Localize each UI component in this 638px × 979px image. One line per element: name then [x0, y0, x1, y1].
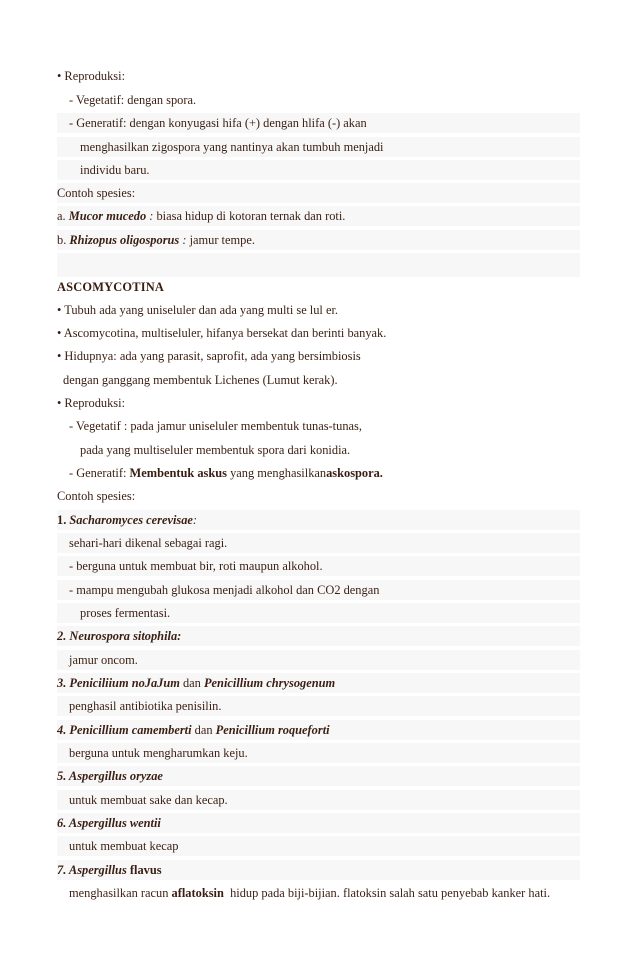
species-2-name: 2. Neurospora sitophila: — [57, 626, 580, 646]
species-a-name: Mucor mucedo — [68, 209, 147, 223]
species-a-line — [57, 206, 580, 226]
section-heading: ASCOMYCOTINA — [57, 280, 165, 294]
species-7-desc — [57, 883, 580, 903]
species-7-name: 7. Aspergillus — [57, 863, 127, 877]
species-3-name-2: Penicillium chrysogenum — [203, 676, 336, 690]
generatif2-bold-askospora: askospora. — [326, 466, 383, 480]
species-b-desc: jamur tempe. — [189, 233, 255, 247]
species-a-colon: : — [146, 209, 157, 223]
generatif2-pre: - Generatif: — [69, 466, 130, 480]
reproduksi-bullet: • Reproduksi: — [57, 69, 126, 83]
species-5-name: 5. Aspergillus oryzae — [57, 766, 580, 786]
species-3-name-1: 3. Peniciliium noJaJum — [57, 676, 180, 690]
species-4-name-1: 4. Penicillium camemberti — [57, 723, 192, 737]
species-3-desc: penghasil antibiotika penisilin. — [57, 696, 580, 716]
species-1-num: 1. — [57, 513, 70, 527]
species-7-line — [57, 860, 580, 880]
species-6-name: 6. Aspergillus wentii — [57, 813, 580, 833]
species-1-desc-4: proses fermentasi. — [57, 603, 580, 623]
species-7-desc-rest: hidup pada biji-bijian. flatoksin salah satu penyebab kanker hati. — [223, 886, 551, 900]
species-6-desc: untuk membuat kecap — [57, 836, 580, 856]
generatif2-line — [57, 463, 580, 483]
species-1-colon: : — [192, 513, 198, 527]
species-1-desc-1: sehari-hari dikenal sebagai ragi. — [57, 533, 580, 553]
species-7-desc-bold: aflatoksin — [171, 886, 224, 900]
generatif-line-1: - Generatif: dengan konyugasi hifa (+) dengan hlifa (-) akan — [57, 113, 580, 133]
bullet-ascomycotina: • Ascomycotina, multiseluler, hifanya bersekat dan berinti banyak. — [57, 326, 387, 340]
vegetatif2-line-2: pada yang multiseluler membentuk spora dari konidia. — [80, 443, 351, 457]
species-2-desc: jamur oncom. — [57, 650, 580, 670]
bullet-hidupnya-2: dengan ganggang membentuk Lichenes (Lumut kerak). — [63, 373, 338, 387]
species-1-name: Sacharomyces cerevisae — [69, 513, 193, 527]
species-4-dan: dan — [191, 723, 216, 737]
species-4-desc: berguna untuk mengharumkan keju. — [57, 743, 580, 763]
generatif2-mid: yang menghasilkan — [226, 466, 327, 480]
species-a-prefix: a. — [57, 209, 69, 223]
bullet-tubuh: • Tubuh ada yang uniseluler dan ada yang multi se lul er. — [57, 303, 339, 317]
bullet-hidupnya-1: • Hidupnya: ada yang parasit, saprofit, ada yang bersimbiosis — [57, 349, 361, 363]
generatif-line-3: individu baru. — [57, 160, 580, 180]
vegetatif2-line-1: - Vegetatif : pada jamur uniseluler membentuk tunas-tunas, — [69, 419, 362, 433]
blank-spacer — [57, 253, 580, 277]
contoh-spesies-label-2: Contoh spesies: — [57, 489, 136, 503]
generatif-line-2: menghasilkan zigospora yang nantinya akan tumbuh menjadi — [57, 137, 580, 157]
species-4-line — [57, 720, 580, 740]
species-b-name: Rhizopus oligosporus — [69, 233, 180, 247]
species-b-line — [57, 230, 580, 250]
species-7-flavus: flavus — [126, 863, 162, 877]
generatif2-bold-askus: Membentuk askus — [129, 466, 227, 480]
species-1-desc-2: - berguna untuk membuat bir, roti maupun alkohol. — [57, 556, 580, 576]
species-1-line — [57, 510, 580, 530]
species-3-dan: dan — [179, 676, 204, 690]
species-7-desc-pre: menghasilkan racun — [69, 886, 172, 900]
reproduksi-bullet-2: • Reproduksi: — [57, 396, 126, 410]
species-4-name-2: Penicillium roqueforti — [215, 723, 330, 737]
species-a-desc: biasa hidup di kotoran ternak dan roti. — [156, 209, 346, 223]
species-b-prefix: b. — [57, 233, 70, 247]
vegetatif-line: - Vegetatif: dengan spora. — [69, 93, 197, 107]
species-3-line — [57, 673, 580, 693]
species-5-desc: untuk membuat sake dan kecap. — [57, 790, 580, 810]
contoh-spesies-label: Contoh spesies: — [57, 183, 580, 203]
species-1-desc-3: - mampu mengubah glukosa menjadi alkohol dan CO2 dengan — [57, 580, 580, 600]
species-b-colon: : — [179, 233, 190, 247]
